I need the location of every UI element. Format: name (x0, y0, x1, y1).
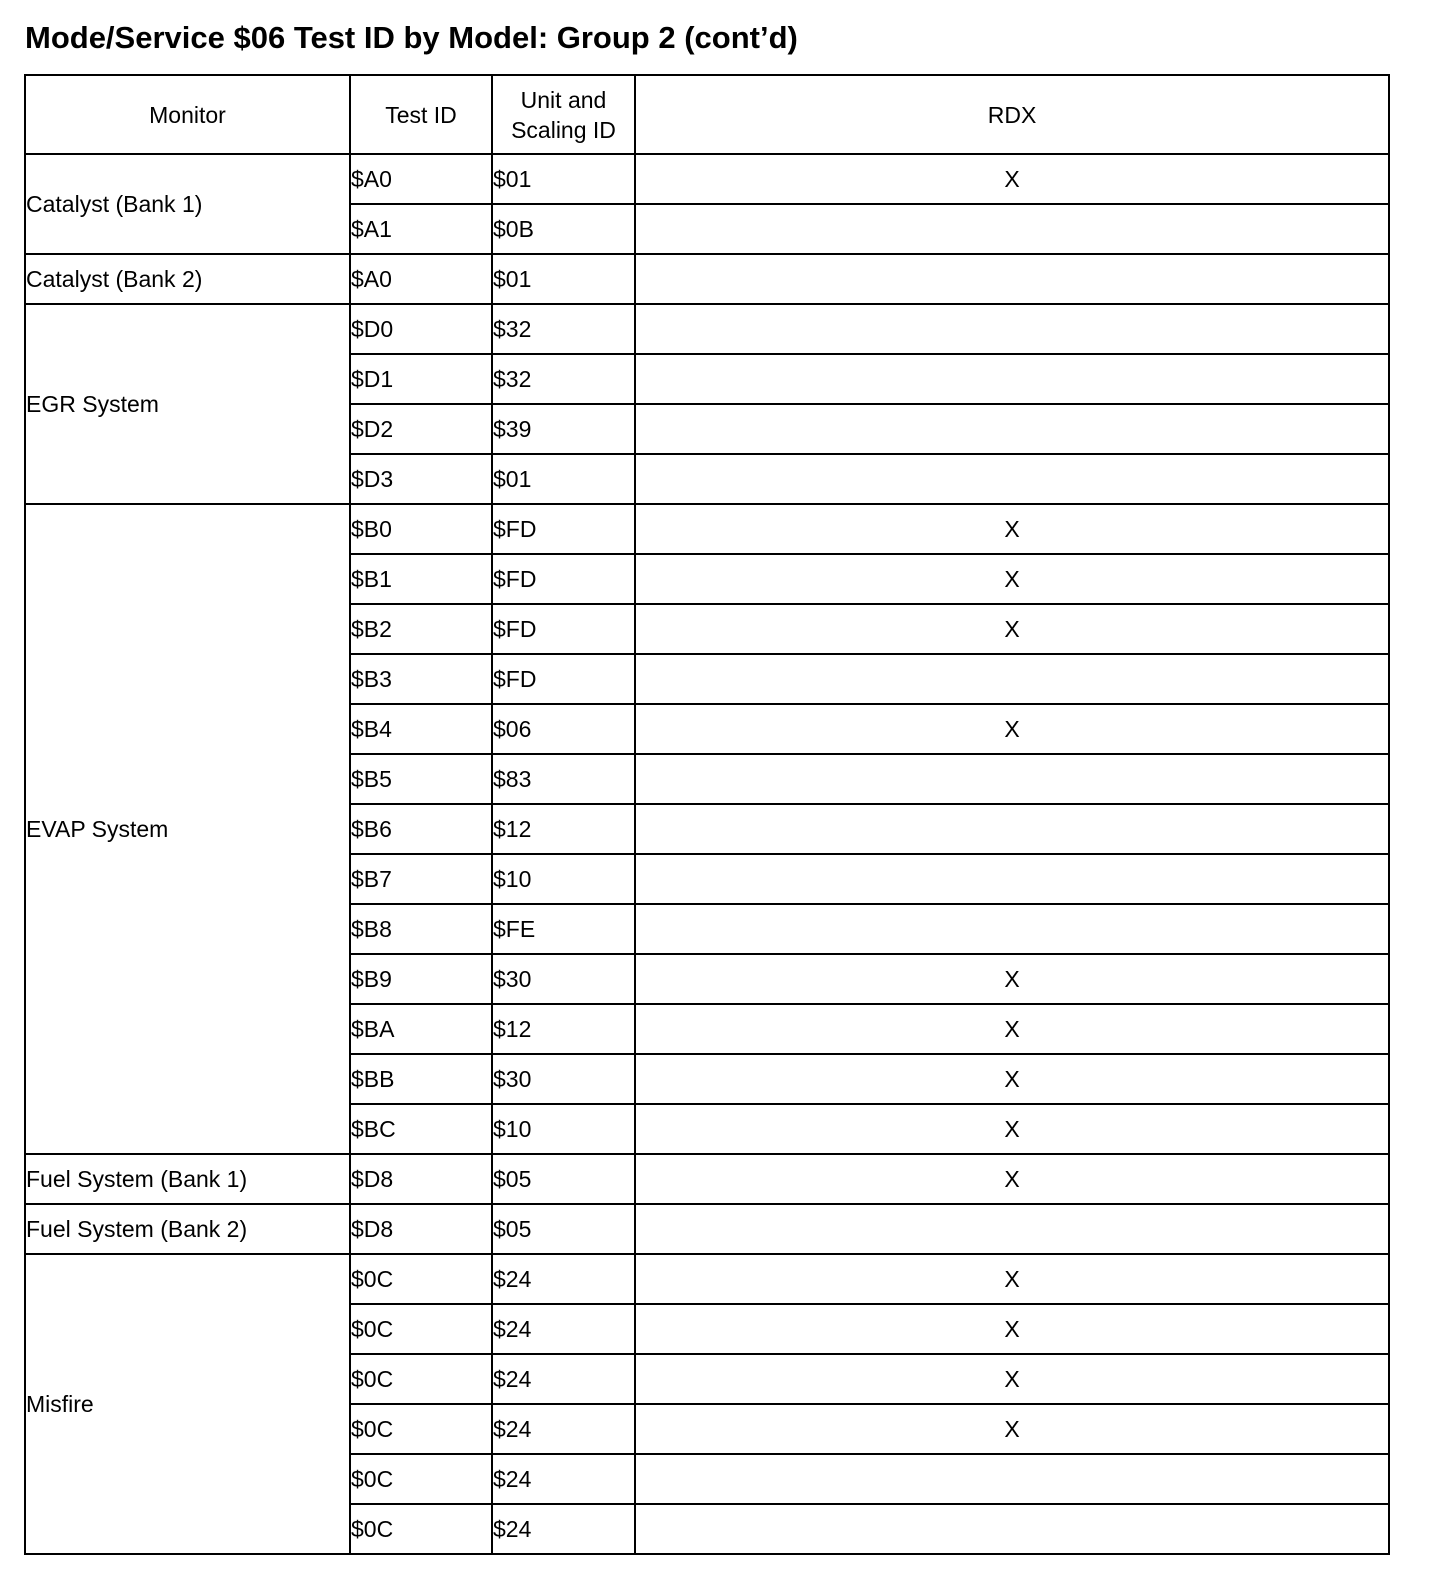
rdx-cell (635, 304, 1389, 354)
unit-scaling-id-cell: $05 (492, 1204, 635, 1254)
rdx-cell (635, 854, 1389, 904)
unit-scaling-id-cell: $24 (492, 1504, 635, 1554)
monitor-cell: Fuel System (Bank 1) (25, 1154, 350, 1204)
test-id-cell: $B5 (350, 754, 492, 804)
unit-scaling-id-cell: $24 (492, 1454, 635, 1504)
test-id-cell: $0C (350, 1454, 492, 1504)
monitor-cell: Misfire (25, 1254, 350, 1554)
test-id-cell: $A1 (350, 204, 492, 254)
unit-scaling-id-cell: $FD (492, 654, 635, 704)
test-id-cell: $B6 (350, 804, 492, 854)
monitor-cell: EVAP System (25, 504, 350, 1154)
rdx-cell: X (635, 704, 1389, 754)
unit-scaling-id-cell: $24 (492, 1254, 635, 1304)
rdx-cell (635, 404, 1389, 454)
rdx-cell (635, 804, 1389, 854)
test-id-table (24, 74, 1390, 1555)
unit-scaling-id-cell: $06 (492, 704, 635, 754)
unit-scaling-id-cell: $10 (492, 1104, 635, 1154)
table-header (25, 75, 1389, 154)
rdx-cell: X (635, 1154, 1389, 1204)
unit-scaling-id-cell: $24 (492, 1404, 635, 1454)
test-id-cell: $B0 (350, 504, 492, 554)
test-id-cell: $BB (350, 1054, 492, 1104)
monitor-cell: EGR System (25, 304, 350, 504)
rdx-cell: X (635, 1304, 1389, 1354)
test-id-cell: $BA (350, 1004, 492, 1054)
test-id-cell: $D8 (350, 1204, 492, 1254)
unit-scaling-id-cell: $83 (492, 754, 635, 804)
test-id-cell: $B2 (350, 604, 492, 654)
header-unit-scaling-line2: Scaling ID (511, 116, 616, 143)
test-id-cell: $A0 (350, 254, 492, 304)
unit-scaling-id-cell: $12 (492, 804, 635, 854)
rdx-cell: X (635, 1004, 1389, 1054)
table-row (25, 504, 1389, 554)
unit-scaling-id-cell: $05 (492, 1154, 635, 1204)
test-id-cell: $A0 (350, 154, 492, 204)
unit-scaling-id-cell: $01 (492, 454, 635, 504)
rdx-cell: X (635, 1104, 1389, 1154)
rdx-cell: X (635, 504, 1389, 554)
test-id-cell: $0C (350, 1304, 492, 1354)
unit-scaling-id-cell: $FD (492, 504, 635, 554)
test-id-cell: $B7 (350, 854, 492, 904)
rdx-cell (635, 654, 1389, 704)
test-id-cell: $D1 (350, 354, 492, 404)
unit-scaling-id-cell: $10 (492, 854, 635, 904)
unit-scaling-id-cell: $FD (492, 604, 635, 654)
unit-scaling-id-cell: $24 (492, 1354, 635, 1404)
rdx-cell (635, 354, 1389, 404)
rdx-cell: X (635, 954, 1389, 1004)
test-id-cell: $B3 (350, 654, 492, 704)
rdx-cell (635, 904, 1389, 954)
test-id-cell: $D2 (350, 404, 492, 454)
test-id-cell: $B4 (350, 704, 492, 754)
rdx-cell: X (635, 604, 1389, 654)
unit-scaling-id-cell: $0B (492, 204, 635, 254)
table-body (25, 154, 1389, 1554)
table-row (25, 254, 1389, 304)
header-unit-scaling-line1: Unit and (520, 86, 607, 113)
unit-scaling-id-cell: $32 (492, 304, 635, 354)
rdx-cell (635, 254, 1389, 304)
rdx-cell: X (635, 1354, 1389, 1404)
page-title: Mode/Service $06 Test ID by Model: Group 2 (cont’d) (25, 20, 798, 55)
test-id-cell: $0C (350, 1354, 492, 1404)
rdx-cell (635, 1504, 1389, 1554)
header-unit-scaling-id (492, 75, 635, 154)
test-id-cell: $0C (350, 1504, 492, 1554)
test-id-cell: $B8 (350, 904, 492, 954)
rdx-cell (635, 1454, 1389, 1504)
header-row (25, 75, 1389, 154)
rdx-cell (635, 754, 1389, 804)
unit-scaling-id-cell: $30 (492, 954, 635, 1004)
test-id-cell: $D8 (350, 1154, 492, 1204)
unit-scaling-id-cell: $FE (492, 904, 635, 954)
unit-scaling-id-cell: $12 (492, 1004, 635, 1054)
rdx-cell (635, 204, 1389, 254)
rdx-cell: X (635, 1054, 1389, 1104)
monitor-cell: Catalyst (Bank 1) (25, 154, 350, 254)
header-rdx: RDX (635, 75, 1389, 154)
test-id-cell: $0C (350, 1404, 492, 1454)
table-row (25, 1204, 1389, 1254)
unit-scaling-id-cell: $01 (492, 154, 635, 204)
monitor-cell: Catalyst (Bank 2) (25, 254, 350, 304)
rdx-cell: X (635, 1404, 1389, 1454)
rdx-cell: X (635, 154, 1389, 204)
test-id-cell: $B9 (350, 954, 492, 1004)
table-row (25, 304, 1389, 354)
table-row (25, 1254, 1389, 1304)
rdx-cell (635, 1204, 1389, 1254)
header-monitor: Monitor (25, 75, 350, 154)
unit-scaling-id-cell: $24 (492, 1304, 635, 1354)
rdx-cell (635, 454, 1389, 504)
test-id-cell: $BC (350, 1104, 492, 1154)
unit-scaling-id-cell: $32 (492, 354, 635, 404)
unit-scaling-id-cell: $FD (492, 554, 635, 604)
test-id-cell: $D3 (350, 454, 492, 504)
unit-scaling-id-cell: $39 (492, 404, 635, 454)
table-row (25, 1154, 1389, 1204)
test-id-cell: $B1 (350, 554, 492, 604)
unit-scaling-id-cell: $01 (492, 254, 635, 304)
rdx-cell: X (635, 1254, 1389, 1304)
test-id-cell: $0C (350, 1254, 492, 1304)
monitor-cell: Fuel System (Bank 2) (25, 1204, 350, 1254)
rdx-cell: X (635, 554, 1389, 604)
unit-scaling-id-cell: $30 (492, 1054, 635, 1104)
header-test-id: Test ID (350, 75, 492, 154)
test-id-cell: $D0 (350, 304, 492, 354)
table-row (25, 154, 1389, 204)
